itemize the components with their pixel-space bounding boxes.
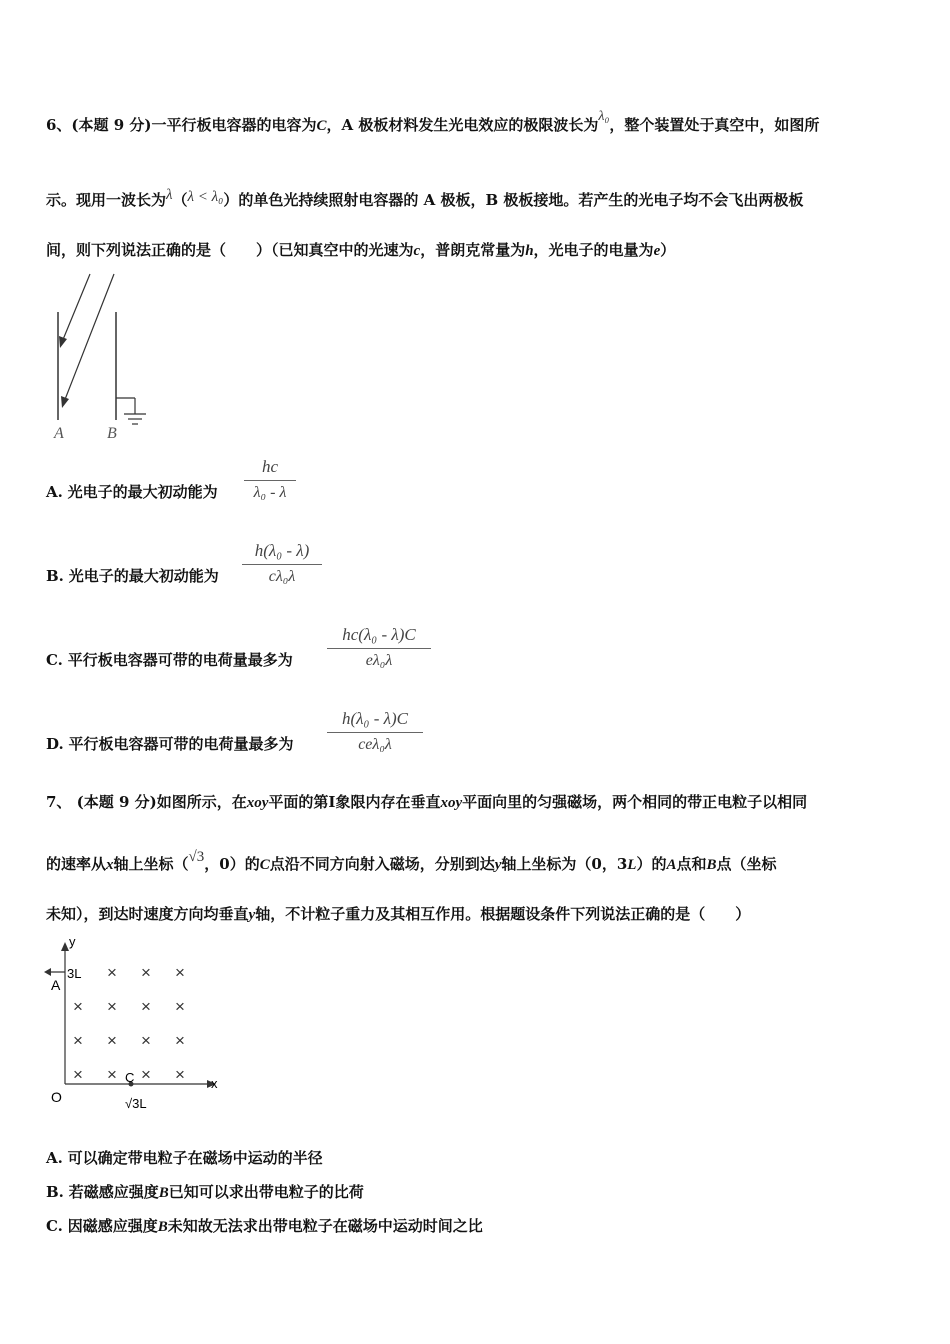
q6-option-d-label: D. xyxy=(46,735,64,753)
q6-lambda: λ xyxy=(166,187,173,203)
q7-line2-mid4: 轴上坐标为（0，3 xyxy=(501,855,628,873)
field-cross: × xyxy=(141,1065,151,1084)
q6-option-d[interactable] xyxy=(46,734,294,754)
q7-xoy-1: xoy xyxy=(246,795,269,811)
q6-lambda0: λ₀ xyxy=(598,109,610,124)
q7-c-symbol: C xyxy=(259,857,270,873)
plate-b-label: B xyxy=(107,425,117,442)
light-ray-2-arrowhead xyxy=(61,396,69,408)
q6-e-symbol: e xyxy=(653,243,661,259)
velocity-arrowhead xyxy=(44,968,51,976)
q7-line-1 xyxy=(46,792,807,813)
q7-b-symbol: B xyxy=(706,857,717,873)
q6-option-a[interactable] xyxy=(46,482,218,502)
q7-line1-suffix: 平面向里的匀强磁场，两个相同的带正电粒子以相同 xyxy=(462,793,808,811)
light-ray-1-arrowhead xyxy=(59,336,67,348)
field-cross: × xyxy=(175,1031,185,1050)
q6-option-a-numerator: hc xyxy=(261,457,279,476)
q6-option-c-denominator: eλ₀λ xyxy=(365,652,393,669)
q6-option-b-numerator: h(λ₀ - λ) xyxy=(254,541,310,560)
q6-condition: λ < λ₀ xyxy=(187,189,224,205)
plate-a-label: A xyxy=(54,425,64,442)
q6-option-d-numerator: h(λ₀ - λ)C xyxy=(342,709,408,728)
q6-option-c[interactable] xyxy=(46,650,293,670)
magnetic-field-crosses xyxy=(73,963,185,1084)
q7-xoy-2: xoy xyxy=(440,795,463,811)
q7-option-a-text: 可以确定带电粒子在磁场中运动的半径 xyxy=(67,1149,323,1167)
q6-line-2 xyxy=(46,187,804,211)
q6-option-c-label: C. xyxy=(46,651,63,669)
point-a-label: A xyxy=(51,977,61,993)
field-cross: × xyxy=(107,1031,117,1050)
q6-option-b-denominator: cλ₀λ xyxy=(268,568,296,585)
field-cross: × xyxy=(141,997,151,1016)
field-cross: × xyxy=(73,1031,83,1050)
magnetic-field-figure xyxy=(40,934,230,1114)
q6-line3-suffix: ） xyxy=(660,241,676,259)
q7-line1-mid: 平面的第Ⅰ象限内存在垂直 xyxy=(268,793,441,811)
field-cross: × xyxy=(73,1065,83,1084)
field-cross: × xyxy=(175,1065,185,1084)
q7-option-c-text-prefix: 因磁感应强度 xyxy=(67,1217,158,1235)
q6-option-d-text: 平行板电容器可带的电荷量最多为 xyxy=(68,735,294,753)
ground-symbol xyxy=(116,398,146,424)
q7-option-b-text-suffix: 已知可以求出带电粒子的比荷 xyxy=(168,1183,364,1201)
q6-option-c-text: 平行板电容器可带的电荷量最多为 xyxy=(67,651,293,669)
q6-line2-prefix: 示。现用一波长为 xyxy=(46,191,167,209)
light-ray-1 xyxy=(62,274,90,342)
q7-line-2 xyxy=(46,849,777,875)
q7-line2-suffix: 点（坐标 xyxy=(716,855,777,873)
fraction-bar xyxy=(242,564,322,565)
q7-a-symbol: A xyxy=(666,857,677,873)
three-l-label: 3L xyxy=(67,966,82,981)
origin-label: O xyxy=(51,1089,62,1105)
field-cross: × xyxy=(175,997,185,1016)
q6-line1-suffix: ，整个装置处于真空中，如图所 xyxy=(609,116,820,134)
field-cross: × xyxy=(107,963,117,982)
q7-l-symbol: L xyxy=(627,857,637,873)
q6-option-b-text: 光电子的最大初动能为 xyxy=(68,567,219,585)
q7-option-c-text-suffix: 未知故无法求出带电粒子在磁场中运动时间之比 xyxy=(167,1217,483,1235)
q7-line2-mid1: 轴上坐标（ xyxy=(113,855,189,873)
sqrt3l-label: √3L xyxy=(125,1096,147,1111)
x-axis-label: x xyxy=(211,1076,218,1091)
q7-option-a[interactable] xyxy=(46,1148,323,1168)
q7-y-symbol: y xyxy=(494,857,502,873)
q6-line-3 xyxy=(46,240,675,261)
q6-option-d-formula xyxy=(327,708,423,755)
q7-option-c[interactable] xyxy=(46,1216,483,1237)
field-cross: × xyxy=(175,963,185,982)
q6-line1-mid: ，A 极板材料发生光电效应的极限波长为 xyxy=(326,116,599,134)
q7-option-c-label: C. xyxy=(46,1217,63,1235)
q6-option-d-denominator: ceλ₀λ xyxy=(358,736,392,753)
capacitor-figure xyxy=(40,268,170,446)
q7-option-a-label: A. xyxy=(46,1149,63,1167)
fraction-bar xyxy=(327,648,431,649)
q6-line3-prefix: 间，则下列说法正确的是（ ）（已知真空中的光速为 xyxy=(46,241,414,259)
q6-cond-open: （ xyxy=(172,191,188,209)
q6-c-symbol: c xyxy=(413,243,421,259)
point-c-label: C xyxy=(125,1070,135,1085)
q6-line3-mid2: ，光电子的电量为 xyxy=(533,241,654,259)
field-cross: × xyxy=(141,1031,151,1050)
q7-line2-mid5: ）的 xyxy=(636,855,667,873)
q6-option-a-label: A. xyxy=(46,483,63,501)
q6-option-b-label: B. xyxy=(46,567,64,585)
q7-line2-mid2: ，0）的 xyxy=(204,855,260,873)
q7-option-b-b-symbol: B xyxy=(158,1185,169,1201)
q7-line-3 xyxy=(46,904,750,925)
q6-option-b-formula xyxy=(242,540,322,587)
q6-line-1 xyxy=(46,109,820,137)
q6-cond-close: ）的单色光持续照射电容器的 A 极板，B 极板接地。若产生的光电子均不会飞出两极板 xyxy=(223,191,804,209)
q7-line1-prefix: 7、 (本题 9 分)如图所示，在 xyxy=(46,793,247,811)
q7-y-symbol-2: y xyxy=(248,907,256,923)
q7-option-b[interactable] xyxy=(46,1182,364,1203)
fraction-bar xyxy=(327,732,423,733)
field-cross: × xyxy=(73,997,83,1016)
q7-x-symbol: x xyxy=(106,857,114,873)
field-cross: × xyxy=(141,963,151,982)
q6-option-c-formula xyxy=(327,624,431,671)
q7-option-c-b-symbol: B xyxy=(157,1219,168,1235)
light-ray-2 xyxy=(64,274,114,402)
q7-sqrt3: √3 xyxy=(188,849,205,865)
q7-line2-mid6: 点和 xyxy=(676,855,707,873)
q6-h-symbol: h xyxy=(525,243,534,259)
fraction-bar xyxy=(244,480,296,481)
q6-option-a-denominator: λ₀ - λ xyxy=(253,484,287,501)
q6-option-c-numerator: hc(λ₀ - λ)C xyxy=(342,625,416,644)
q7-line2-mid3: 点沿不同方向射入磁场，分别到达 xyxy=(269,855,495,873)
q6-option-a-formula xyxy=(244,456,296,503)
q6-capacitance-symbol: C xyxy=(316,118,327,134)
q7-option-b-label: B. xyxy=(46,1183,64,1201)
y-axis-arrowhead xyxy=(61,942,69,951)
field-cross: × xyxy=(107,997,117,1016)
q7-option-b-text-prefix: 若磁感应强度 xyxy=(68,1183,159,1201)
field-cross: × xyxy=(107,1065,117,1084)
y-axis-label: y xyxy=(69,934,76,949)
q7-line3-suffix: 轴，不计粒子重力及其相互作用。根据题设条件下列说法正确的是（ ） xyxy=(255,905,751,923)
q7-line2-prefix: 的速率从 xyxy=(46,855,107,873)
q6-line3-mid1: ，普朗克常量为 xyxy=(420,241,526,259)
q6-line1-prefix: 6、(本题 9 分)一平行板电容器的电容为 xyxy=(46,116,317,134)
q6-option-a-text: 光电子的最大初动能为 xyxy=(67,483,218,501)
q6-option-b[interactable] xyxy=(46,566,219,586)
q7-line3-prefix: 未知），到达时速度方向均垂直 xyxy=(46,905,249,923)
